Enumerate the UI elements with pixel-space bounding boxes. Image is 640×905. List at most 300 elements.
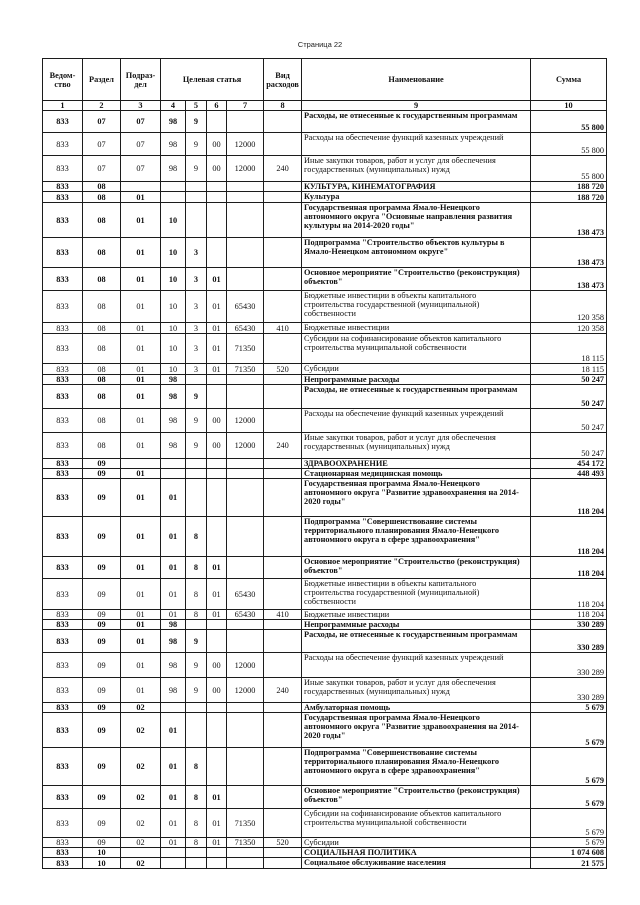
cell-vedomstvo: 833 (43, 192, 83, 203)
cell-name: Расходы на обеспечение функций казенных учреждений (302, 653, 531, 678)
cell-amount: 5 679 (531, 838, 607, 848)
table-row (43, 610, 607, 620)
cell-name: Социальное обслуживание населения (302, 858, 531, 869)
cell-target-measure: 01 (207, 838, 227, 848)
cell-target-subprogram: 8 (186, 838, 207, 848)
cell-target-direction: 12000 (227, 133, 264, 156)
cell-vedomstvo: 833 (43, 620, 83, 630)
cell-podrazdel: 01 (121, 238, 161, 268)
cell-razdel: 10 (83, 858, 121, 869)
cell-name: Подпрограмма "Совершенствование системы территориального планирования Ямало-Ненецкого автономного округа в сфере здравоохранения" (302, 748, 531, 786)
table-header (43, 59, 607, 111)
table-row (43, 433, 607, 459)
table-row (43, 111, 607, 133)
column-number-7: 7 (227, 101, 264, 111)
cell-podrazdel: 01 (121, 678, 161, 703)
cell-amount: 5 679 (531, 809, 607, 838)
cell-razdel: 09 (83, 838, 121, 848)
cell-expense-type (264, 848, 302, 858)
cell-vedomstvo: 833 (43, 703, 83, 713)
cell-target-program: 01 (161, 838, 186, 848)
cell-target-measure (207, 630, 227, 653)
cell-expense-type (264, 858, 302, 869)
cell-target-subprogram: 8 (186, 786, 207, 809)
cell-target-program (161, 459, 186, 469)
cell-target-measure: 01 (207, 364, 227, 375)
cell-name: Государственная программа Ямало-Ненецкого автономного округа "Развитие здравоохранения на 2014-2020 годы" (302, 713, 531, 748)
cell-target-measure: 01 (207, 323, 227, 334)
cell-target-program: 10 (161, 364, 186, 375)
cell-target-measure (207, 203, 227, 238)
cell-target-direction (227, 713, 264, 748)
cell-expense-type (264, 238, 302, 268)
table-row (43, 323, 607, 334)
table-row (43, 133, 607, 156)
cell-podrazdel: 01 (121, 469, 161, 479)
cell-name: Расходы, не отнесенные к государственным программам (302, 111, 531, 133)
table-body (43, 111, 607, 869)
cell-target-measure (207, 375, 227, 385)
cell-podrazdel: 01 (121, 579, 161, 610)
cell-target-direction (227, 858, 264, 869)
cell-podrazdel (121, 182, 161, 192)
table-row (43, 268, 607, 291)
cell-target-subprogram: 9 (186, 111, 207, 133)
cell-podrazdel: 01 (121, 479, 161, 517)
cell-target-measure (207, 858, 227, 869)
cell-amount: 50 247 (531, 409, 607, 433)
cell-amount: 5 679 (531, 713, 607, 748)
cell-target-program: 98 (161, 678, 186, 703)
cell-target-program: 98 (161, 385, 186, 409)
cell-name: Непрограммные расходы (302, 375, 531, 385)
cell-target-program: 01 (161, 517, 186, 557)
cell-target-program (161, 848, 186, 858)
cell-razdel: 08 (83, 238, 121, 268)
cell-podrazdel: 01 (121, 557, 161, 579)
cell-vedomstvo: 833 (43, 848, 83, 858)
cell-target-subprogram: 9 (186, 630, 207, 653)
cell-target-program: 01 (161, 479, 186, 517)
header-target-article: Целевая статья (161, 59, 264, 101)
cell-target-measure: 01 (207, 610, 227, 620)
cell-razdel: 08 (83, 433, 121, 459)
header-row (43, 59, 607, 101)
cell-target-subprogram: 3 (186, 268, 207, 291)
cell-razdel: 09 (83, 809, 121, 838)
cell-podrazdel: 02 (121, 838, 161, 848)
cell-vedomstvo: 833 (43, 156, 83, 182)
cell-name: СОЦИАЛЬНАЯ ПОЛИТИКА (302, 848, 531, 858)
cell-expense-type: 520 (264, 364, 302, 375)
cell-target-program: 98 (161, 409, 186, 433)
cell-target-program: 01 (161, 610, 186, 620)
cell-name: Подпрограмма "Строительство объектов культуры в Ямало-Ненецком автономном округе" (302, 238, 531, 268)
cell-name: Иные закупки товаров, работ и услуг для обеспечения государственных (муниципальных) нужд (302, 433, 531, 459)
table-row (43, 385, 607, 409)
cell-vedomstvo: 833 (43, 238, 83, 268)
header-podrazdel: Подраз- дел (121, 59, 161, 101)
cell-target-subprogram (186, 192, 207, 203)
cell-amount: 5 679 (531, 786, 607, 809)
table-row (43, 786, 607, 809)
table-row (43, 858, 607, 869)
cell-razdel: 09 (83, 479, 121, 517)
cell-vedomstvo: 833 (43, 433, 83, 459)
cell-amount: 50 247 (531, 375, 607, 385)
column-number-3: 3 (121, 101, 161, 111)
cell-name: Амбулаторная помощь (302, 703, 531, 713)
table-row (43, 517, 607, 557)
cell-expense-type (264, 479, 302, 517)
cell-razdel: 07 (83, 133, 121, 156)
cell-target-program: 10 (161, 291, 186, 323)
cell-razdel: 09 (83, 653, 121, 678)
cell-expense-type: 410 (264, 610, 302, 620)
cell-target-program (161, 858, 186, 869)
cell-target-direction (227, 557, 264, 579)
column-number-1: 1 (43, 101, 83, 111)
cell-amount: 118 204 (531, 610, 607, 620)
cell-amount: 330 289 (531, 678, 607, 703)
table-row (43, 848, 607, 858)
cell-target-measure (207, 385, 227, 409)
cell-target-measure: 01 (207, 334, 227, 364)
cell-vedomstvo: 833 (43, 385, 83, 409)
table-row (43, 469, 607, 479)
cell-name: Субсидии (302, 838, 531, 848)
cell-target-subprogram (186, 459, 207, 469)
cell-target-program (161, 703, 186, 713)
cell-target-measure (207, 469, 227, 479)
cell-target-direction: 12000 (227, 156, 264, 182)
cell-amount: 120 358 (531, 323, 607, 334)
cell-target-measure (207, 238, 227, 268)
cell-name: Расходы, не отнесенные к государственным программам (302, 630, 531, 653)
cell-podrazdel: 02 (121, 809, 161, 838)
cell-target-measure (207, 459, 227, 469)
cell-target-direction (227, 238, 264, 268)
cell-expense-type (264, 469, 302, 479)
cell-amount: 50 247 (531, 385, 607, 409)
cell-vedomstvo: 833 (43, 133, 83, 156)
cell-target-program: 98 (161, 156, 186, 182)
cell-podrazdel: 01 (121, 610, 161, 620)
cell-podrazdel: 01 (121, 517, 161, 557)
cell-podrazdel: 07 (121, 133, 161, 156)
cell-podrazdel (121, 459, 161, 469)
cell-target-program: 98 (161, 375, 186, 385)
page-number-label: Страница 22 (297, 40, 343, 49)
cell-vedomstvo: 833 (43, 268, 83, 291)
cell-target-direction: 65430 (227, 579, 264, 610)
cell-target-subprogram (186, 713, 207, 748)
cell-amount: 138 473 (531, 268, 607, 291)
cell-target-direction (227, 385, 264, 409)
cell-podrazdel: 01 (121, 630, 161, 653)
cell-razdel: 09 (83, 610, 121, 620)
cell-target-measure (207, 517, 227, 557)
cell-podrazdel: 01 (121, 653, 161, 678)
cell-razdel: 08 (83, 409, 121, 433)
cell-razdel: 09 (83, 459, 121, 469)
cell-razdel: 09 (83, 579, 121, 610)
table-row (43, 334, 607, 364)
cell-podrazdel: 01 (121, 364, 161, 375)
cell-target-measure (207, 620, 227, 630)
cell-vedomstvo: 833 (43, 203, 83, 238)
cell-amount: 5 679 (531, 703, 607, 713)
cell-target-program: 98 (161, 620, 186, 630)
cell-target-direction (227, 703, 264, 713)
cell-target-direction (227, 620, 264, 630)
cell-razdel: 08 (83, 268, 121, 291)
cell-vedomstvo: 833 (43, 323, 83, 334)
table-row (43, 809, 607, 838)
cell-target-measure: 01 (207, 291, 227, 323)
cell-target-program: 98 (161, 630, 186, 653)
cell-amount: 5 679 (531, 748, 607, 786)
cell-target-direction (227, 479, 264, 517)
cell-expense-type (264, 291, 302, 323)
cell-target-subprogram: 9 (186, 385, 207, 409)
cell-expense-type (264, 268, 302, 291)
header-vedomstvo: Ведом- ство (43, 59, 83, 101)
cell-target-measure (207, 848, 227, 858)
cell-amount: 18 115 (531, 364, 607, 375)
cell-name: Государственная программа Ямало-Ненецкого автономного округа "Основные направления развития культуры на 2014-2020 годы" (302, 203, 531, 238)
cell-target-direction (227, 786, 264, 809)
cell-amount: 330 289 (531, 653, 607, 678)
cell-target-program: 10 (161, 238, 186, 268)
cell-target-subprogram (186, 848, 207, 858)
cell-vedomstvo: 833 (43, 786, 83, 809)
cell-expense-type: 240 (264, 678, 302, 703)
cell-target-program: 10 (161, 334, 186, 364)
cell-target-subprogram (186, 858, 207, 869)
cell-vedomstvo: 833 (43, 291, 83, 323)
cell-target-measure (207, 192, 227, 203)
cell-vedomstvo: 833 (43, 182, 83, 192)
header-name: Наименование (302, 59, 531, 101)
cell-amount: 120 358 (531, 291, 607, 323)
table-row (43, 409, 607, 433)
column-number-2: 2 (83, 101, 121, 111)
cell-expense-type: 240 (264, 156, 302, 182)
cell-target-subprogram (186, 469, 207, 479)
cell-podrazdel: 01 (121, 334, 161, 364)
column-number-row (43, 101, 607, 111)
cell-podrazdel: 01 (121, 385, 161, 409)
cell-expense-type (264, 579, 302, 610)
cell-expense-type (264, 385, 302, 409)
cell-expense-type (264, 809, 302, 838)
cell-amount: 55 800 (531, 133, 607, 156)
table-row (43, 375, 607, 385)
cell-target-subprogram: 3 (186, 238, 207, 268)
cell-target-measure (207, 748, 227, 786)
cell-expense-type: 520 (264, 838, 302, 848)
table-row (43, 630, 607, 653)
cell-name: Основное мероприятие "Строительство (реконструкция) объектов" (302, 557, 531, 579)
cell-expense-type: 240 (264, 433, 302, 459)
cell-target-direction: 12000 (227, 678, 264, 703)
cell-razdel: 08 (83, 182, 121, 192)
cell-vedomstvo: 833 (43, 653, 83, 678)
cell-target-program: 01 (161, 748, 186, 786)
cell-name: Расходы, не отнесенные к государственным программам (302, 385, 531, 409)
budget-table (42, 58, 607, 869)
cell-target-measure (207, 713, 227, 748)
cell-target-direction (227, 268, 264, 291)
cell-amount: 138 473 (531, 238, 607, 268)
cell-target-subprogram: 9 (186, 678, 207, 703)
cell-target-program: 01 (161, 713, 186, 748)
cell-target-direction: 65430 (227, 323, 264, 334)
column-number-8: 8 (264, 101, 302, 111)
cell-target-program: 98 (161, 133, 186, 156)
cell-podrazdel: 02 (121, 713, 161, 748)
cell-vedomstvo: 833 (43, 517, 83, 557)
cell-amount: 118 204 (531, 517, 607, 557)
cell-target-measure: 00 (207, 133, 227, 156)
cell-amount: 330 289 (531, 620, 607, 630)
cell-podrazdel: 01 (121, 409, 161, 433)
cell-razdel: 07 (83, 111, 121, 133)
cell-name: Иные закупки товаров, работ и услуг для обеспечения государственных (муниципальных) нужд (302, 156, 531, 182)
table-row (43, 713, 607, 748)
cell-target-direction: 71350 (227, 838, 264, 848)
cell-target-subprogram: 9 (186, 133, 207, 156)
cell-name: Бюджетные инвестиции в объекты капитального строительства государственной (муниципальной) собственности (302, 579, 531, 610)
cell-amount: 448 493 (531, 469, 607, 479)
table-row (43, 748, 607, 786)
cell-target-direction: 12000 (227, 409, 264, 433)
cell-razdel: 08 (83, 385, 121, 409)
cell-podrazdel: 01 (121, 192, 161, 203)
cell-target-subprogram: 9 (186, 156, 207, 182)
cell-vedomstvo: 833 (43, 469, 83, 479)
cell-name: Стационарная медицинская помощь (302, 469, 531, 479)
cell-podrazdel: 01 (121, 620, 161, 630)
cell-podrazdel: 01 (121, 291, 161, 323)
cell-vedomstvo: 833 (43, 334, 83, 364)
cell-target-subprogram (186, 703, 207, 713)
cell-razdel: 09 (83, 703, 121, 713)
cell-target-program: 98 (161, 111, 186, 133)
cell-target-measure: 00 (207, 156, 227, 182)
cell-expense-type (264, 111, 302, 133)
cell-amount: 18 115 (531, 334, 607, 364)
cell-name: Субсидии на софинансирование объектов капитального строительства муниципальной собственности (302, 334, 531, 364)
cell-expense-type (264, 630, 302, 653)
cell-target-measure: 01 (207, 557, 227, 579)
cell-podrazdel: 02 (121, 748, 161, 786)
cell-vedomstvo: 833 (43, 459, 83, 469)
cell-target-subprogram: 8 (186, 557, 207, 579)
cell-name: Государственная программа Ямало-Ненецкого автономного округа "Развитие здравоохранения на 2014-2020 годы" (302, 479, 531, 517)
column-number-5: 5 (186, 101, 207, 111)
cell-vedomstvo: 833 (43, 713, 83, 748)
cell-target-subprogram: 8 (186, 517, 207, 557)
cell-name: Бюджетные инвестиции в объекты капитального строительства государственной (муниципальной) собственности (302, 291, 531, 323)
cell-amount: 50 247 (531, 433, 607, 459)
cell-target-subprogram: 9 (186, 653, 207, 678)
cell-target-subprogram: 8 (186, 610, 207, 620)
cell-name: ЗДРАВООХРАНЕНИЕ (302, 459, 531, 469)
cell-expense-type (264, 133, 302, 156)
cell-target-program: 10 (161, 323, 186, 334)
table-row (43, 620, 607, 630)
cell-target-direction: 12000 (227, 653, 264, 678)
cell-expense-type (264, 334, 302, 364)
cell-target-subprogram: 3 (186, 291, 207, 323)
cell-target-subprogram: 9 (186, 409, 207, 433)
cell-target-direction (227, 192, 264, 203)
cell-vedomstvo: 833 (43, 409, 83, 433)
cell-target-direction (227, 748, 264, 786)
cell-target-program: 10 (161, 203, 186, 238)
column-number-6: 6 (207, 101, 227, 111)
cell-razdel: 07 (83, 156, 121, 182)
cell-target-measure: 01 (207, 268, 227, 291)
cell-amount: 55 800 (531, 156, 607, 182)
column-number-9: 9 (302, 101, 531, 111)
cell-name: Иные закупки товаров, работ и услуг для обеспечения государственных (муниципальных) нужд (302, 678, 531, 703)
cell-amount: 118 204 (531, 557, 607, 579)
cell-expense-type (264, 459, 302, 469)
cell-expense-type (264, 620, 302, 630)
cell-razdel: 09 (83, 748, 121, 786)
cell-name: Основное мероприятие "Строительство (реконструкция) объектов" (302, 786, 531, 809)
cell-vedomstvo: 833 (43, 375, 83, 385)
cell-amount: 188 720 (531, 182, 607, 192)
cell-target-measure (207, 182, 227, 192)
table-row (43, 291, 607, 323)
cell-name: Подпрограмма "Совершенствование системы территориального планирования Ямало-Ненецкого автономного округа в сфере здравоохранения" (302, 517, 531, 557)
cell-vedomstvo: 833 (43, 111, 83, 133)
cell-expense-type (264, 203, 302, 238)
cell-razdel: 08 (83, 291, 121, 323)
cell-razdel: 09 (83, 517, 121, 557)
cell-target-direction: 71350 (227, 809, 264, 838)
cell-podrazdel: 01 (121, 203, 161, 238)
cell-target-program: 98 (161, 433, 186, 459)
cell-target-program (161, 182, 186, 192)
cell-name: КУЛЬТУРА, КИНЕМАТОГРАФИЯ (302, 182, 531, 192)
cell-target-direction: 71350 (227, 334, 264, 364)
cell-name: Бюджетные инвестиции (302, 323, 531, 334)
table-row (43, 364, 607, 375)
cell-target-subprogram: 3 (186, 334, 207, 364)
cell-target-subprogram: 3 (186, 364, 207, 375)
cell-vedomstvo: 833 (43, 809, 83, 838)
cell-name: Бюджетные инвестиции (302, 610, 531, 620)
cell-amount: 55 800 (531, 111, 607, 133)
cell-target-direction (227, 517, 264, 557)
cell-expense-type (264, 703, 302, 713)
cell-name: Субсидии на софинансирование объектов капитального строительства муниципальной собственности (302, 809, 531, 838)
cell-podrazdel: 02 (121, 703, 161, 713)
cell-expense-type (264, 409, 302, 433)
cell-vedomstvo: 833 (43, 748, 83, 786)
column-number-10: 10 (531, 101, 607, 111)
cell-podrazdel: 07 (121, 156, 161, 182)
cell-target-subprogram (186, 479, 207, 517)
cell-target-direction (227, 630, 264, 653)
header-amount: Сумма (531, 59, 607, 101)
cell-name: Расходы на обеспечение функций казенных учреждений (302, 409, 531, 433)
